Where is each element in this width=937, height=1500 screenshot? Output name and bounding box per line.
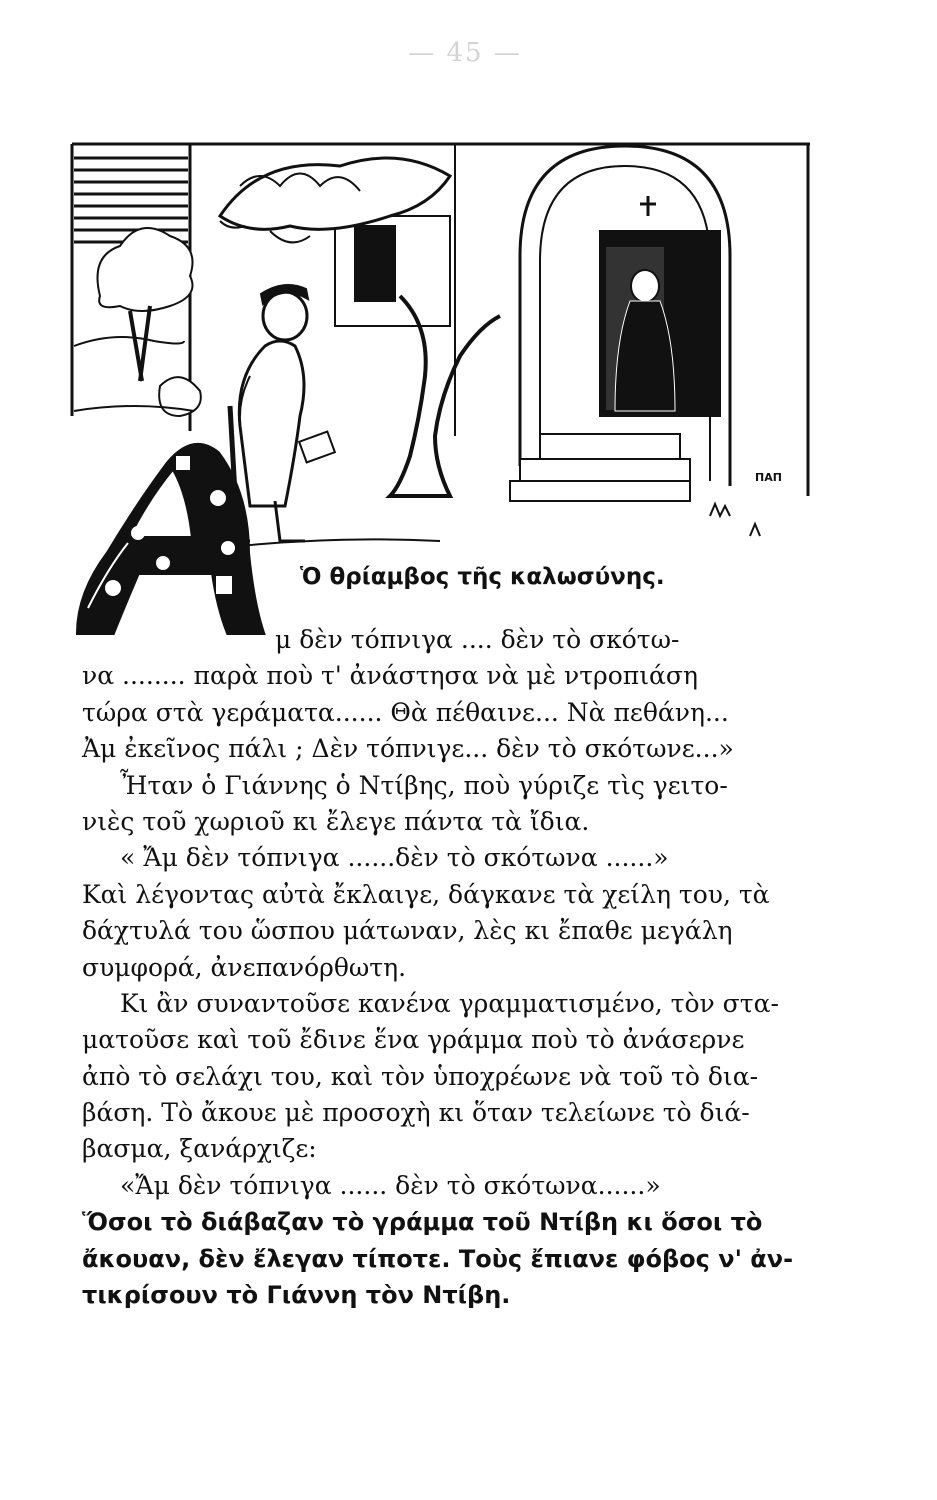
text-line: μ δὲν τόπνιγα .... δὲν τὸ σκότω- — [275, 625, 680, 654]
text-line: νιὲς τοῦ χωριοῦ κι ἔλεγε πάντα τὰ ἴδια. — [82, 806, 590, 836]
page-number: — 45 — — [408, 38, 522, 68]
text-line: Ὅσοι τὸ διάβαζαν τὸ γράμμα τοῦ Ντίβη κι ὅσοι τὸ — [82, 1208, 763, 1237]
text-line: βάση. Τὸ ἄκουε μὲ προσοχὴ κι ὅταν τελείωνε τὸ διά- — [82, 1098, 750, 1128]
text-line: Ἦταν ὁ Γιάννης ὁ Ντίβης, ποὺ γύριζε τὶς γειτο- — [120, 770, 728, 800]
text-line: να ........ παρὰ ποὺ τ' ἀνάστησα νὰ μὲ ντροπιάση — [82, 661, 698, 691]
text-line: Ἀμ ἐκεῖνος πάλι ; Δὲν τόπνιγε... δὲν τὸ σκότωνε...» — [82, 734, 734, 764]
text-line: « Ἄμ δὲν τόπνιγα ......δὲν τὸ σκότωνα ......» — [120, 843, 669, 873]
text-line: συμφορά, ἀνεπανόρθωτη. — [82, 952, 407, 982]
text-line: τώρα στὰ γεράματα...... Θὰ πέθαινε... Νὰ πεθάνη... — [82, 697, 729, 727]
text-line: ἄκουαν, δὲν ἔλεγαν τίποτε. Τοὺς ἔπιανε φόβος ν' ἀν- — [82, 1244, 794, 1273]
text-line: «Ἄμ δὲν τόπνιγα ...... δὲν τὸ σκότωνα......» — [120, 1170, 661, 1200]
dropcap-letter — [68, 438, 268, 638]
illustration-signature: ΠΑΠ — [755, 471, 782, 484]
text-line: βασμα, ξανάρχιζε: — [82, 1134, 317, 1164]
text-line: Κι ἂν συναντοῦσε κανένα γραμματισμένο, τὸν στα- — [120, 988, 779, 1018]
text-line: ματοῦσε καὶ τοῦ ἔδινε ἕνα γράμμα ποὺ τὸ ἀνάσερνε — [82, 1025, 745, 1055]
text-line: ἀπὸ τὸ σελάχι του, καὶ τὸν ὑποχρέωνε νὰ τοῦ τὸ δια- — [82, 1061, 759, 1091]
text-line: τικρίσουν τὸ Γιάννη τὸν Ντίβη. — [82, 1281, 511, 1310]
text-line: δάχτυλά του ὥσπου μάτωναν, λὲς κι ἔπαθε μεγάλη — [82, 916, 733, 946]
illustration-caption: Ὁ θρίαμβος τῆς καλωσύνης. — [300, 564, 665, 590]
text-body — [82, 622, 812, 1313]
text-line: Καὶ λέγοντας αὐτὰ ἔκλαιγε, δάγκανε τὰ χείλη του, τὰ — [82, 879, 770, 909]
